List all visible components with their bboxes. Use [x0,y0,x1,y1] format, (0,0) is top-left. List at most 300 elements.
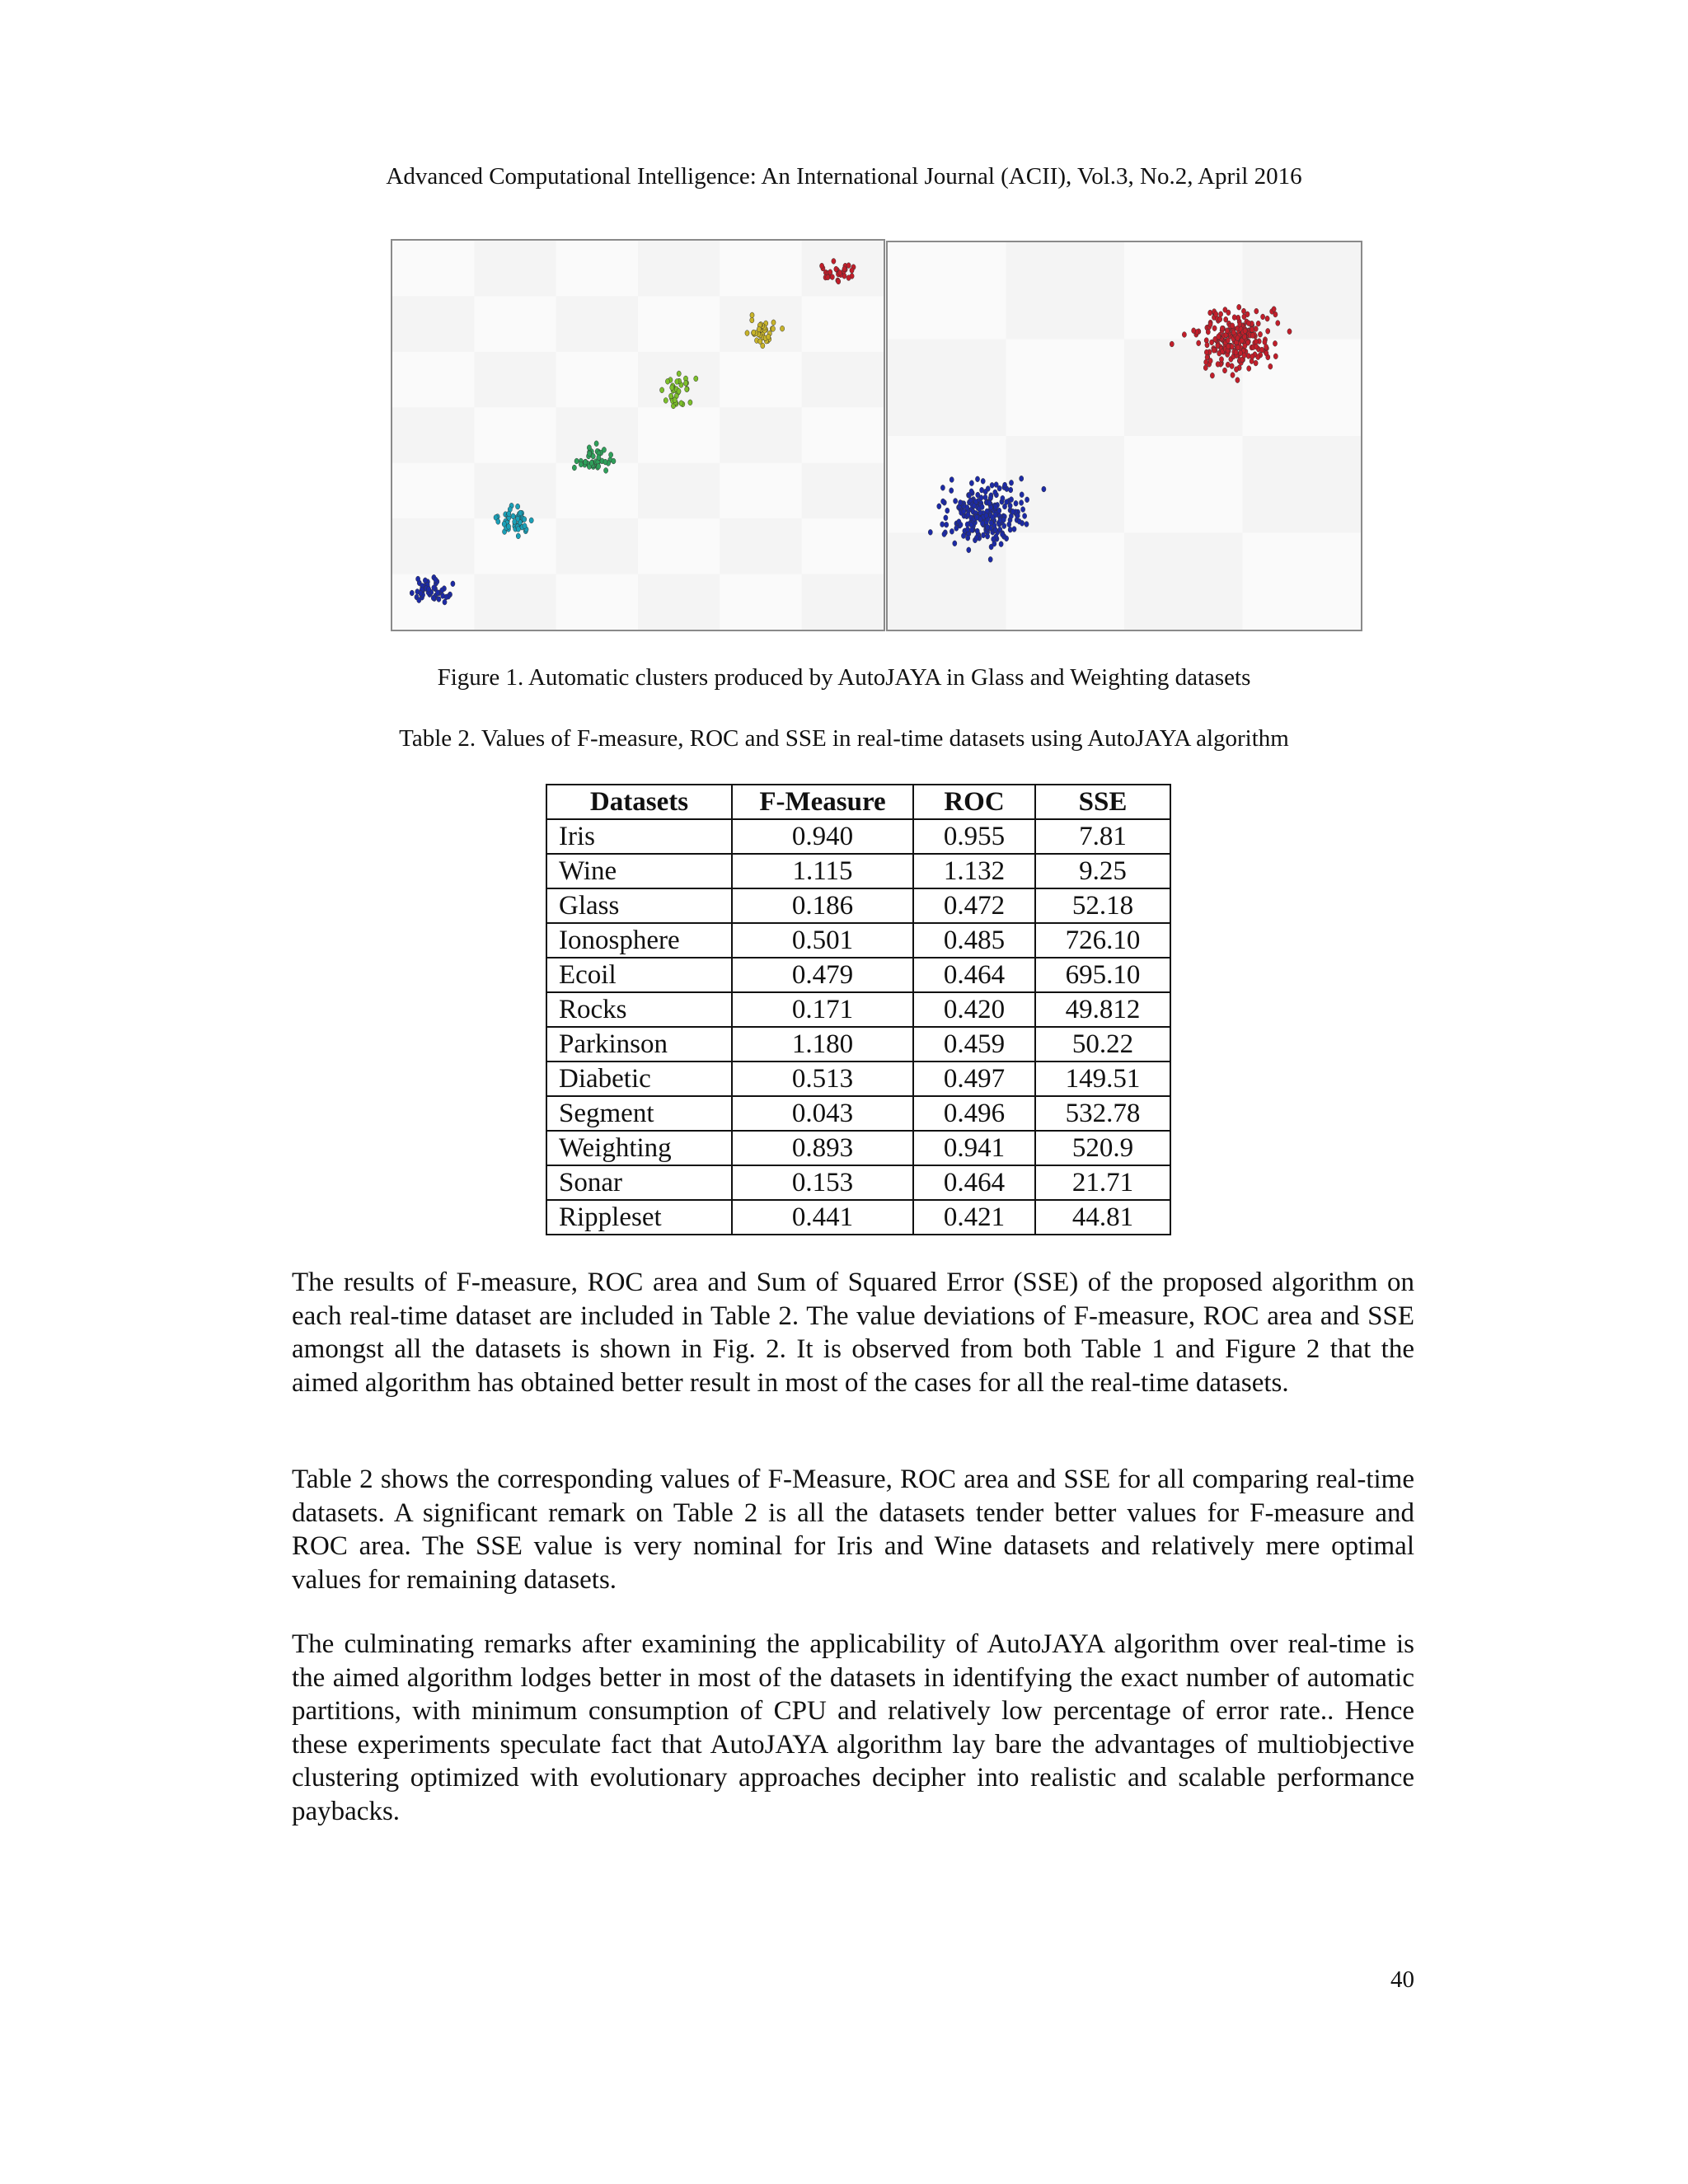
cluster-point [437,597,441,602]
cluster-point [990,514,994,520]
cluster-point [518,510,523,516]
roc-value: 0.464 [913,1165,1035,1200]
cluster-point [1210,373,1214,378]
cluster-point [745,330,749,336]
cluster-point [997,485,1001,491]
cluster-point [1010,509,1015,514]
table-row [546,1200,1170,1235]
cluster-point [1023,513,1027,519]
cluster-point [1217,334,1221,340]
table-row [546,1131,1170,1165]
cluster-point [826,274,830,280]
plot-grid-cell [556,241,638,296]
cluster-point [574,458,579,464]
dataset-name: Ionosphere [546,923,732,958]
cluster-point [1009,480,1013,485]
header-f-measure: F-Measure [732,785,913,819]
dataset-name: Segment [546,1096,732,1131]
roc-value: 0.941 [913,1131,1035,1165]
cluster-point [1234,367,1238,373]
results-table [546,784,1171,1235]
plot-grid-cell [1243,533,1362,630]
cluster-point [1254,344,1259,349]
sse-value: 21.71 [1035,1165,1170,1200]
cluster-point [1208,310,1212,316]
cluster-point [986,524,990,530]
cluster-point [1206,329,1210,335]
dataset-name: Diabetic [546,1062,732,1096]
cluster-point [1266,328,1270,334]
running-header: Advanced Computational Intelligence: An International Journal (ACII), Vol.3, No.2, April 2016 [386,163,1302,190]
cluster-point [937,504,941,509]
cluster-point [1204,349,1208,355]
cluster-point [988,556,992,562]
cluster-point [1226,362,1230,368]
sse-value: 149.51 [1035,1062,1170,1096]
cluster-point [838,270,842,276]
cluster-point [1236,377,1240,383]
cluster-point [954,499,958,504]
cluster-point [1276,321,1280,326]
cluster-point [1008,527,1012,532]
roc-value: 0.955 [913,819,1035,854]
table-row [546,958,1170,992]
dataset-name: Weighting [546,1131,732,1165]
cluster-point [579,462,583,467]
plot-grid-cell [638,296,720,351]
dataset-name: Rocks [546,992,732,1027]
cluster-point [1243,328,1247,334]
cluster-point [660,387,664,393]
cluster-point [612,458,616,464]
cluster-point [1237,304,1241,310]
cluster-point [1216,362,1220,368]
cluster-point [758,339,762,344]
sse-value: 520.9 [1035,1131,1170,1165]
cluster-point [675,379,679,385]
cluster-point [1002,523,1006,529]
cluster-point [609,452,613,458]
figure-caption: Figure 1. Automatic clusters produced by AutoJAYA in Glass and Weighting datasets [437,664,1251,691]
cluster-point [1260,347,1264,353]
cluster-point [972,504,976,509]
cluster-point [837,279,841,284]
plot-grid-cell [720,241,801,296]
cluster-point [767,334,771,340]
cluster-point [572,465,576,471]
cluster-point [975,528,979,534]
cluster-point [975,514,979,520]
cluster-point [757,326,761,332]
cluster-point [432,585,436,591]
plot-grid-cell [888,242,1006,340]
cluster-point [589,460,593,466]
cluster-point [966,535,970,541]
cluster-point [694,376,698,382]
cluster-point [1017,518,1021,524]
table-row [546,888,1170,923]
cluster-point [967,493,971,499]
cluster-point [1268,363,1273,369]
cluster-point [984,513,988,518]
cluster-point [679,401,683,406]
glass-cluster-plot [391,239,885,631]
cluster-point [1232,315,1236,321]
plot-grid-cell [802,407,884,462]
cluster-point [1021,507,1025,513]
cluster-point [1223,307,1227,313]
cluster-point [419,591,423,597]
cluster-point [1219,312,1223,317]
cluster-point [507,511,511,517]
cluster-point [1222,368,1226,373]
plot-grid-cell [638,407,720,462]
cluster-point [990,482,994,488]
cluster-point [1012,527,1016,532]
cluster-point [974,535,978,541]
table-row [546,1165,1170,1200]
sse-value: 532.78 [1035,1096,1170,1131]
cluster-point [1236,335,1240,341]
dataset-name: Wine [546,854,732,888]
cluster-point [1242,314,1246,320]
cluster-point [1250,354,1254,359]
f-measure-value: 1.180 [732,1027,913,1062]
cluster-point [989,520,993,526]
cluster-point [1182,332,1186,338]
cluster-point [1001,495,1005,501]
cluster-point [1192,328,1196,334]
cluster-point [1001,517,1006,523]
cluster-point [965,522,969,527]
table-header-row [546,785,1170,819]
cluster-point [850,268,854,274]
plot-grid-cell [556,574,638,630]
cluster-point [588,451,592,457]
cluster-point [1265,316,1269,321]
cluster-point [1219,357,1223,363]
dataset-name: Ecoil [546,958,732,992]
cluster-point [431,595,435,601]
f-measure-value: 0.441 [732,1200,913,1235]
cluster-point [684,381,688,387]
cluster-point [1226,338,1230,344]
cluster-point [999,541,1003,547]
roc-value: 0.496 [913,1096,1035,1131]
cluster-point [496,519,500,525]
dataset-name: Iris [546,819,732,854]
cluster-point [1208,321,1212,327]
cluster-point [969,480,973,486]
plot-grid-cell [1006,340,1125,437]
cluster-point [945,522,949,527]
f-measure-value: 0.043 [732,1096,913,1131]
cluster-point [1212,326,1217,331]
cluster-point [980,504,984,510]
cluster-point [506,524,510,530]
cluster-point [1243,343,1247,349]
cluster-point [1273,340,1277,346]
cluster-point [1020,492,1024,498]
plot-grid-cell [720,463,801,518]
roc-value: 0.497 [913,1062,1035,1096]
cluster-point [752,330,756,335]
plot-grid-cell [392,463,474,518]
cluster-point [1226,344,1231,349]
f-measure-value: 0.186 [732,888,913,923]
cluster-point [1258,331,1262,337]
cluster-point [677,388,681,394]
cluster-point [1264,344,1268,350]
cluster-point [523,523,527,529]
cluster-point [1231,373,1235,378]
cluster-point [603,459,607,465]
cluster-point [962,509,966,514]
cluster-point [1014,500,1018,506]
cluster-point [944,515,948,521]
cluster-point [832,259,836,265]
cluster-point [665,378,669,384]
sse-value: 44.81 [1035,1200,1170,1235]
cluster-point [597,455,601,461]
f-measure-value: 0.501 [732,923,913,958]
cluster-point [1008,503,1012,509]
table-row [546,1062,1170,1096]
plot-grid-cell [474,407,556,462]
cluster-point [435,590,439,596]
cluster-point [597,463,601,469]
sse-value: 7.81 [1035,819,1170,854]
cluster-point [1242,353,1246,359]
sse-value: 726.10 [1035,923,1170,958]
cluster-point [594,441,598,447]
cluster-point [966,512,970,518]
cluster-point [1220,326,1224,331]
cluster-point [1005,499,1009,505]
cluster-point [781,326,785,331]
cluster-point [511,513,515,519]
cluster-point [604,468,608,474]
f-measure-value: 0.940 [732,819,913,854]
cluster-point [842,266,846,272]
cluster-point [602,447,606,452]
f-measure-value: 0.513 [732,1062,913,1096]
page-number: 40 [1390,1966,1414,1993]
f-measure-value: 0.153 [732,1165,913,1200]
cluster-point [688,400,692,405]
cluster-point [820,263,824,269]
cluster-point [529,518,533,523]
plot-grid-cell [802,518,884,574]
plot-grid-cell [556,352,638,407]
cluster-point [516,504,520,509]
cluster-point [983,489,987,494]
plot-grid-cell [720,574,801,630]
cluster-point [1231,330,1236,335]
cluster-point [417,598,421,603]
cluster-point [1273,312,1278,317]
plot-grid-cell [1124,242,1243,340]
cluster-point [993,490,997,495]
cluster-point [434,577,438,583]
cluster-point [987,500,992,506]
plot-grid-cell [638,518,720,574]
cluster-point [1204,359,1208,365]
cluster-point [1264,350,1268,356]
cluster-point [1230,363,1234,369]
table-row [546,854,1170,888]
f-measure-value: 1.115 [732,854,913,888]
f-measure-value: 0.171 [732,992,913,1027]
cluster-point [1231,323,1235,329]
cluster-point [940,522,945,527]
roc-value: 0.472 [913,888,1035,923]
cluster-point [1254,308,1259,314]
cluster-point [1212,348,1216,354]
sse-value: 695.10 [1035,958,1170,992]
cluster-point [669,393,673,399]
cluster-point [584,459,588,465]
sse-value: 50.22 [1035,1027,1170,1062]
cluster-point [673,397,677,403]
cluster-point [670,385,674,391]
dataset-name: Glass [546,888,732,923]
table-row [546,992,1170,1027]
cluster-point [443,599,447,605]
cluster-point [523,517,527,523]
cluster-point [1020,500,1024,506]
header-datasets: Datasets [546,785,732,819]
cluster-point [1254,339,1258,344]
sse-value: 49.812 [1035,992,1170,1027]
cluster-point [516,527,520,532]
cluster-point [1007,522,1011,527]
cluster-point [750,317,754,323]
cluster-point [1009,497,1013,503]
weighting-cluster-plot [886,241,1362,631]
cluster-point [988,495,992,501]
cluster-point [771,320,776,326]
body-paragraph-3: The culminating remarks after examining the applicability of AutoJAYA algorithm over real-time is the aimed algorithm lodges better in most of the datasets in identifying the exact number of automatic partitions, with minimum consumption of CPU and relatively low percentage of error rate.. Hence these experiments speculate fact that AutoJAYA algorithm lay bare the advantages of multiobjective clustering optimized with evolutionary approaches decipher into realistic and scalable performance paybacks. [292,1629,1414,1826]
roc-value: 0.464 [913,958,1035,992]
plot-grid-cell [392,574,474,630]
cluster-point [941,499,945,504]
cluster-point [1287,329,1292,335]
cluster-point [961,533,965,539]
cluster-point [950,528,954,534]
roc-value: 0.485 [913,923,1035,958]
cluster-point [1042,486,1046,492]
cluster-point [1015,513,1020,518]
table-row [546,1096,1170,1131]
cluster-point [959,500,963,506]
f-measure-value: 0.893 [732,1131,913,1165]
cluster-point [950,488,954,494]
cluster-point [992,541,996,546]
cluster-point [950,477,954,483]
cluster-point [1009,487,1013,493]
cluster-point [1197,340,1201,346]
cluster-point [975,476,979,482]
cluster-point [1250,327,1254,333]
cluster-point [1214,312,1218,317]
header-roc: ROC [913,785,1035,819]
plot-grid-cell [556,463,638,518]
cluster-point [1254,360,1258,366]
cluster-point [1272,307,1276,312]
cluster-point [516,533,520,539]
cluster-point [967,547,971,553]
roc-value: 0.420 [913,992,1035,1027]
cluster-point [976,492,980,498]
roc-value: 1.132 [913,854,1035,888]
cluster-point [928,529,932,535]
cluster-point [1205,342,1209,348]
table-row [546,1027,1170,1062]
cluster-point [1001,532,1005,537]
cluster-point [1234,349,1238,355]
plot-grid-cell [1006,533,1125,630]
cluster-point [1208,358,1212,363]
cluster-point [1170,341,1174,347]
cluster-point [940,485,945,490]
glass-scatter-svg [392,241,884,630]
cluster-point [1247,366,1251,372]
cluster-point [834,266,838,272]
cluster-point [663,398,668,404]
cluster-point [983,494,987,500]
cluster-point [1225,328,1229,334]
cluster-point [846,275,851,281]
f-measure-value: 0.479 [732,958,913,992]
cluster-point [945,508,950,513]
cluster-point [587,445,591,451]
dataset-name: Parkinson [546,1027,732,1062]
cluster-point [965,527,969,532]
table-row [546,923,1170,958]
plot-grid-cell [802,296,884,351]
cluster-point [953,541,957,546]
cluster-point [502,521,506,527]
weighting-scatter-svg [888,242,1361,630]
plot-grid-cell [1124,436,1243,533]
dataset-name: Sonar [546,1165,732,1200]
plot-grid-cell [720,352,801,407]
body-paragraph-1: The results of F-measure, ROC area and Sum of Squared Error (SSE) of the proposed algorithm on each real-time dataset are included in Table 2. The value deviations of F-measure, ROC area and SSE amongst all the datasets is shown in Fig. 2. It is observed from both Table 1 and Figure 2 that the aimed algorithm has obtained better result in most of the cases for all the real-time datasets. [292,1268,1414,1398]
plot-grid-cell [392,352,474,407]
cluster-point [846,263,851,269]
roc-value: 0.459 [913,1027,1035,1062]
cluster-point [416,576,420,582]
cluster-point [685,387,689,392]
cluster-point [828,269,832,275]
cluster-point [410,590,414,596]
cluster-point [1218,316,1222,322]
cluster-point [1003,482,1007,488]
sse-value: 9.25 [1035,854,1170,888]
cluster-point [444,594,448,600]
cluster-point [427,587,431,593]
roc-value: 0.421 [913,1200,1035,1235]
table-row [546,819,1170,854]
plot-grid-cell [474,296,556,351]
cluster-point [1020,476,1024,481]
cluster-point [1250,333,1254,339]
cluster-point [1273,354,1278,359]
cluster-point [942,532,946,537]
cluster-point [451,581,455,587]
dataset-name: Rippleset [546,1200,732,1235]
